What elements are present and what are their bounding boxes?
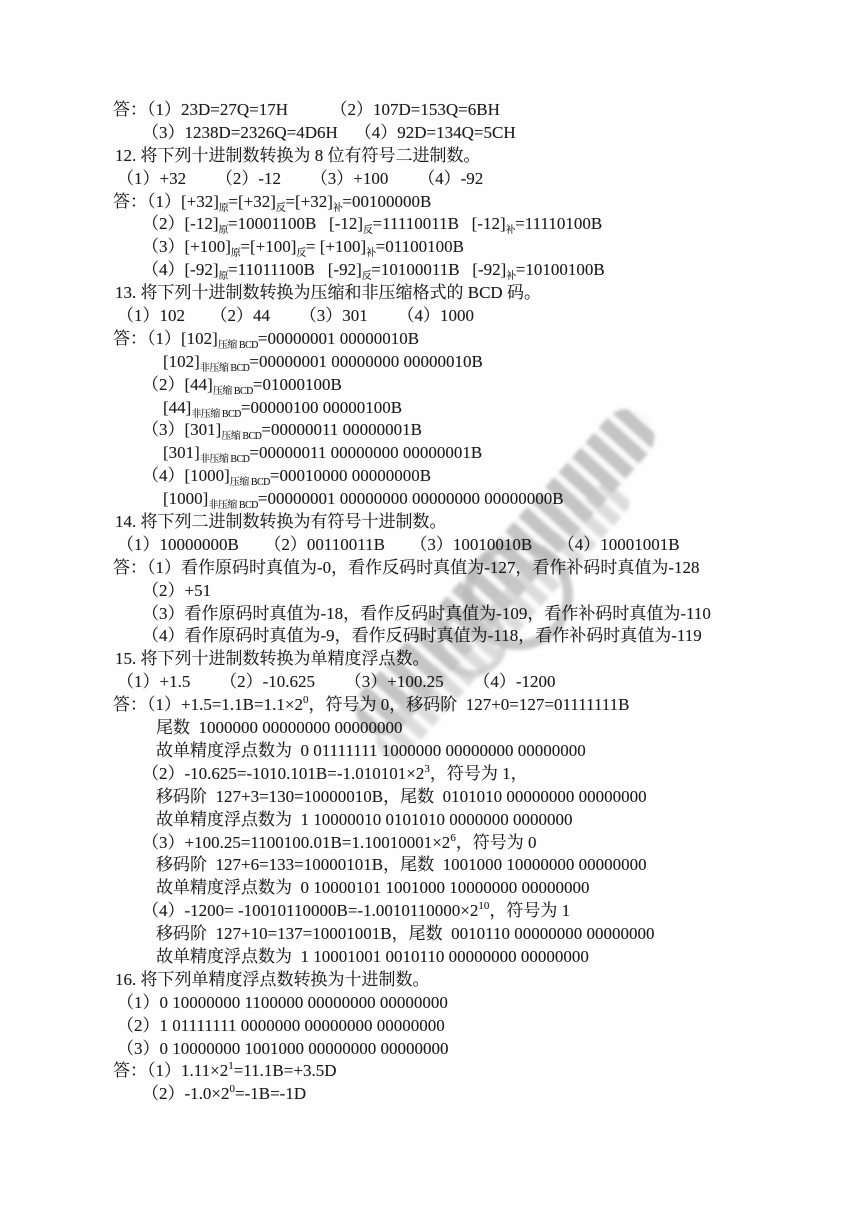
text-line — [0, 511, 866, 534]
body-text: （3）[+100] — [142, 237, 231, 257]
text-line — [0, 580, 866, 603]
text-line — [0, 694, 866, 717]
body-text: 答：（1）23D=27Q=17H （2）107D=153Q=6BH — [113, 100, 500, 119]
subscript-text: 原 — [218, 225, 228, 237]
body-text: （1）+32 （2）-12 （3）+100 （4）-92 — [117, 168, 484, 188]
text-line — [0, 877, 866, 900]
body-text: （1）10000000B （2）00110011B （3）10010010B （4）10001001B — [117, 534, 680, 554]
body-text: =00000001 00000000 00000000 00000000B — [257, 489, 564, 509]
body-text: （2）[-12] — [142, 214, 219, 234]
text-line — [0, 740, 866, 763]
body-text: =-1B=-1D — [235, 1084, 307, 1104]
text-line — [0, 946, 866, 969]
text-line — [0, 397, 866, 420]
body-text: =10100011B [-92] — [371, 260, 507, 280]
text-line — [0, 969, 866, 992]
text-line — [0, 168, 866, 191]
body-text: （2）-10.625=-1010.101B=-1.010101×2 — [142, 763, 425, 783]
subscript-text: 补 — [332, 202, 343, 214]
body-text: 故单精度浮点数为 0 10000101 1001000 10000000 00000000 — [156, 878, 590, 898]
body-text: =[+32] — [285, 191, 333, 211]
body-text: ，符号为 0，移码阶 127+0=127=01111111B — [308, 695, 630, 715]
text-line — [0, 351, 866, 374]
text-line — [0, 534, 866, 557]
subscript-text: 反 — [361, 271, 372, 283]
body-text: （2）[44] — [142, 374, 213, 394]
body-text: [1000] — [163, 489, 209, 509]
text-line — [0, 305, 866, 328]
body-text: =11011100B [-92] — [227, 260, 362, 280]
subscript-text: 反 — [275, 202, 286, 214]
body-text: ，符号为 0 — [455, 832, 537, 852]
subscript-text: 原 — [230, 248, 241, 260]
text-line — [0, 1060, 866, 1083]
superscript-text: 0 — [302, 694, 309, 707]
subscript-text: 非压缩 BCD — [191, 408, 241, 420]
text-line — [0, 328, 866, 351]
text-line — [0, 923, 866, 946]
text-line — [0, 1038, 866, 1061]
body-text: （3）0 10000000 1001000 00000000 00000000 — [117, 1038, 449, 1058]
subscript-text: 原 — [218, 271, 228, 283]
text-line — [0, 236, 866, 259]
superscript-text: 1 — [228, 1060, 234, 1073]
text-line — [0, 625, 866, 648]
body-text: 15. 将下列十进制数转换为单精度浮点数。 — [115, 649, 430, 669]
body-text: （4）[1000] — [142, 466, 230, 486]
body-text: （3）[301] — [142, 420, 222, 440]
text-line — [0, 465, 866, 488]
body-text: =00100000B — [342, 191, 432, 211]
text-line — [0, 854, 866, 877]
subscript-text: 原 — [218, 202, 229, 214]
text-line — [0, 717, 866, 740]
body-text: （4）[-92] — [142, 260, 219, 280]
body-text: =00000100 00000100B — [240, 397, 403, 417]
body-text: =00000011 00000001B — [261, 420, 422, 440]
body-text: （3）1238D=2326Q=4D6H （4）92D=134Q=5CH — [142, 122, 516, 142]
body-text: （2）+51 — [142, 580, 212, 600]
text-line — [0, 442, 866, 465]
body-text: 移码阶 127+3=130=10000010B，尾数 0101010 00000000 00000000 — [156, 786, 647, 806]
body-text: =11110011B [-12] — [372, 214, 506, 234]
subscript-text: 压缩 BCD — [217, 339, 258, 351]
subscript-text: 压缩 BCD — [221, 431, 262, 443]
body-text: 答：（1）看作原码时真值为-0，看作反码时真值为-127，看作补码时真值为-128 — [113, 557, 700, 577]
text-line — [0, 603, 866, 626]
body-text: [44] — [163, 397, 192, 417]
body-text: =00010000 00000000B — [269, 466, 432, 486]
body-text: 16. 将下列单精度浮点数转换为十进制数。 — [115, 969, 430, 989]
text-line — [0, 671, 866, 694]
body-text: 故单精度浮点数为 0 01111111 1000000 00000000 00000000 — [156, 740, 586, 760]
body-text: ，符号为 1 — [489, 901, 571, 921]
subscript-text: 非压缩 BCD — [199, 362, 250, 374]
body-text: 答：（1）[+32] — [113, 191, 219, 211]
body-text: 答：（1）1.11×2 — [113, 1061, 229, 1081]
text-line — [0, 648, 866, 671]
body-text: （1）+1.5 （2）-10.625 （3）+100.25 （4）-1200 — [117, 672, 556, 692]
text-line — [0, 488, 866, 511]
body-text: 故单精度浮点数为 1 10001001 0010110 00000000 00000000 — [156, 946, 589, 966]
body-text: =10100100B — [515, 260, 605, 280]
subscript-text: 压缩 BCD — [229, 477, 270, 489]
text-line — [0, 213, 866, 236]
body-text: ，符号为 1， — [429, 763, 528, 783]
text-line — [0, 282, 866, 305]
text-line — [0, 832, 866, 855]
body-text: [102] — [163, 351, 200, 371]
text-line — [0, 145, 866, 168]
text-line — [0, 1015, 866, 1038]
superscript-text: 6 — [450, 831, 456, 844]
body-text: （3）看作原码时真值为-18，看作反码时真值为-109，看作补码时真值为-110 — [142, 603, 711, 623]
body-text: （2）1 01111111 0000000 00000000 00000000 — [117, 1015, 445, 1035]
subscript-text: 反 — [363, 225, 373, 237]
body-text: 14. 将下列二进制数转换为有符号十进制数。 — [115, 512, 447, 532]
text-line — [0, 900, 866, 923]
subscript-text: 压缩 BCD — [212, 385, 253, 397]
body-text: =[+32] — [228, 191, 276, 211]
body-text: （3）+100.25=1100100.01B=1.10010001×2 — [142, 832, 451, 852]
text-line — [0, 419, 866, 442]
body-text: =11110100B — [515, 214, 603, 234]
text-line — [0, 99, 866, 122]
body-text: =10001100B [-12] — [227, 214, 364, 234]
body-text: 移码阶 127+6=133=10000101B，尾数 1001000 10000000 00000000 — [156, 855, 647, 875]
body-text: 答：（1）[102] — [113, 328, 218, 348]
body-text: = [+100] — [305, 237, 367, 257]
body-text: =01000100B — [252, 374, 342, 394]
body-text: =11.1B=+3.5D — [233, 1061, 337, 1081]
text-line — [0, 1083, 866, 1106]
body-text: [301] — [163, 443, 200, 463]
text-line — [0, 122, 866, 145]
text-line — [0, 763, 866, 786]
body-text: =00000001 00000010B — [257, 328, 420, 348]
body-text: （4）看作原码时真值为-9，看作反码时真值为-118，看作补码时真值为-119 — [142, 626, 702, 646]
superscript-text: 3 — [424, 762, 430, 775]
body-text: 尾数 1000000 00000000 00000000 — [156, 718, 403, 738]
body-text: =[+100] — [240, 237, 297, 257]
subscript-text: 补 — [506, 271, 516, 283]
body-text: （4）-1200= -10010110000B=-1.0010110000×2 — [142, 901, 479, 921]
subscript-text: 补 — [505, 225, 516, 237]
body-text: 答：（1）+1.5=1.1B=1.1×2 — [113, 695, 303, 715]
body-text: =00000011 00000000 00000001B — [249, 443, 483, 463]
text-line — [0, 191, 866, 214]
body-text: 12. 将下列十进制数转换为 8 位有符号二进制数。 — [115, 145, 481, 165]
text-line — [0, 557, 866, 580]
body-text: （2）-1.0×2 — [142, 1084, 230, 1104]
body-text: 移码阶 127+10=137=10001001B，尾数 0010110 00000000 00000000 — [156, 924, 655, 944]
text-line — [0, 809, 866, 832]
body-text: （1）102 （2）44 （3）301 （4）1000 — [117, 306, 474, 326]
superscript-text: 10 — [478, 900, 490, 913]
text-line — [0, 786, 866, 809]
body-text: =01100100B — [375, 237, 464, 257]
subscript-text: 非压缩 BCD — [208, 500, 258, 512]
page-content — [0, 99, 866, 1106]
body-text: 13. 将下列十进制数转换为压缩和非压缩格式的 BCD 码。 — [115, 283, 541, 303]
subscript-text: 补 — [366, 248, 376, 260]
superscript-text: 0 — [229, 1083, 235, 1096]
text-line — [0, 992, 866, 1015]
text-line — [0, 259, 866, 282]
subscript-text: 反 — [296, 248, 306, 260]
body-text: =00000001 00000000 00000010B — [249, 351, 483, 371]
body-text: 故单精度浮点数为 1 10000010 0101010 0000000 0000000 — [156, 809, 573, 829]
subscript-text: 非压缩 BCD — [199, 454, 250, 466]
body-text: （1）0 10000000 1100000 00000000 00000000 — [117, 992, 448, 1012]
text-line — [0, 374, 866, 397]
